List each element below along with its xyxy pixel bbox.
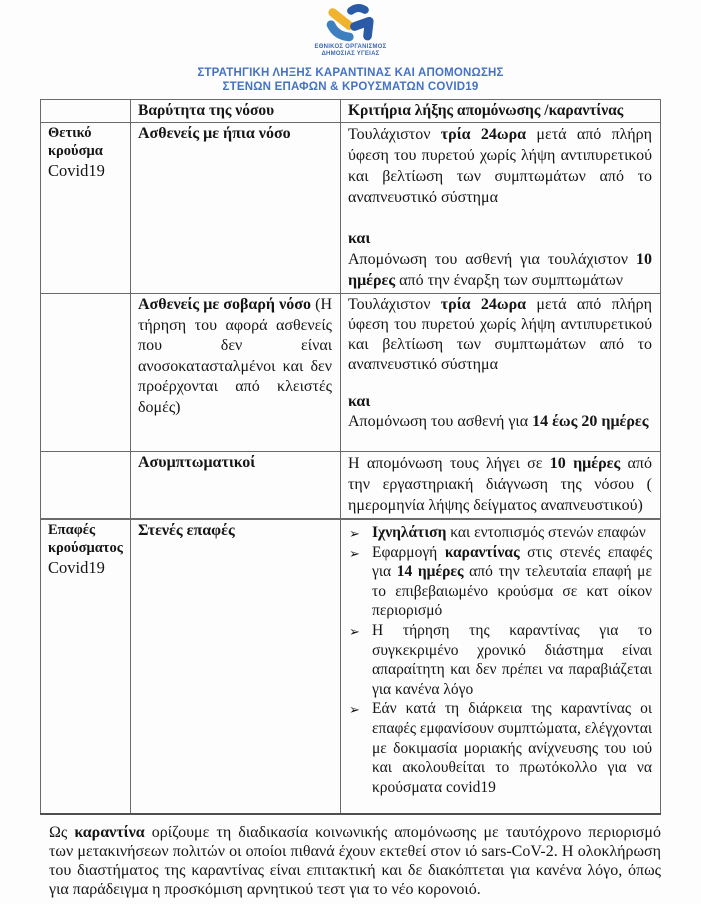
criteria-paragraph: Η απομόνωση τους λήγει σε 10 ημέρες από την εργαστηριακή διάγνωση της νόσου ( ημερομηνία λήψης δείγματος αναπνευστικού) [348,455,653,514]
criteria-connector: και [348,393,371,410]
doc-title-line1: ΣΤΡΑΤΗΓΙΚΗ ΛΗΞΗΣ ΚΑΡΑΝΤΙΝΑΣ ΚΑΙ ΑΠΟΜΟΝΩΣΗΣ [197,67,504,79]
org-name [0,44,701,58]
severity-cell [131,294,341,452]
category-cell-empty [41,294,131,452]
severity-text: Ασθενείς με σοβαρή νόσο (Η τήρηση του αφορά ασθενείς που δεν είναι ανοσοκατασταλμένοι και δεν προέρχονται από κλειστές δομές) [138,296,332,416]
table-row-asymptomatic [41,452,661,520]
criteria-paragraph: Τουλάχιστον τρία 24ωρα μετά από πλήρη ύφεση του πυρετού χωρίς λήψη αντιπυρετικού και βελτίωση των συμπτωμάτων από το αναπνευστικό σύστημα [348,126,652,206]
table-row-mild-disease [41,123,661,294]
bullet-text: Η τήρηση της καραντίνας για το συγκεκριμένο χρονικό διάστημα είναι απαραίτητη και δεν πρέπει να παραβιάζεται για κανένα λόγο [372,621,652,698]
bullet-arrow-icon: ➢ [349,702,360,718]
category-cell-positive-case [41,123,131,294]
severity-cell [131,452,341,520]
bullet-arrow-icon: ➢ [349,623,360,639]
criteria-bullet-list [348,523,652,797]
header-cell-empty [41,100,131,123]
category-label: Θετικό κρούσμα [48,125,103,159]
table-header-row [41,100,661,123]
category-cell-empty [41,452,131,520]
bullet-item [348,621,652,699]
category-sublabel: Covid19 [48,558,105,577]
bullet-arrow-icon: ➢ [349,545,360,561]
category-label: Επαφές κρούσματος [48,522,123,556]
criteria-paragraph: Απομόνωση του ασθενή για 14 έως 20 ημέρες [348,413,649,430]
logo-block [0,0,701,58]
org-name-line1: ΕΘΝΙΚΟΣ ΟΡΓΑΝΙΣΜΟΣ [314,44,387,50]
bullet-item [348,699,652,797]
header-cell-criteria: Κριτήρια λήξης απομόνωσης /καραντίνας [341,100,661,123]
category-cell-contacts [41,519,131,814]
doc-title [0,66,701,94]
bullet-text: Εφαρμογή καραντίνας στις στενές επαφές για 14 ημέρες από την τελευταία επαφή με το επιβεβαιωμένο κρούσμα σε κατ οίκον περιορισμό [372,543,652,620]
quarantine-definition-note: Ως καραντίνα ορίζουμε τη διαδικασία κοινωνικής απομόνωσης με ταυτόχρονο περιορισμό των μετακινήσεων πολιτών οι οποίοι πιθανά έχουν εκτεθεί στον ιό sars-CoV-2. Η ολοκλήρωση του διαστήματος της καραντίνας είναι επιτακτική και δε διακόπτεται για κανένα λόγο, όπως για παράδειγμα η προσκόμιση αρνητικού τεστ για το νέο κορονοιό. [49,824,661,898]
criteria-paragraph: Τουλάχιστον τρία 24ωρα μετά από πλήρη ύφεση του πυρετού χωρίς λήψη αντιπυρετικού και βελτίωση των συμπτωμάτων από το αναπνευστικό σύστημα [348,296,652,373]
bullet-item [348,523,652,543]
criteria-connector: και [348,230,371,247]
bullet-arrow-icon: ➢ [349,526,360,541]
criteria-paragraph: Απομόνωση του ασθενή για τουλάχιστον 10 ημέρες από την έναρξη των συμπτωμάτων [348,251,652,289]
severity-text: Στενές επαφές [138,522,235,539]
category-sublabel: Covid19 [48,161,105,180]
criteria-table [40,99,661,815]
severity-text: Ασθενείς με ήπια νόσο [138,125,291,142]
criteria-cell [341,123,661,294]
table-row-close-contacts [41,519,661,814]
table-row-severe-disease [41,294,661,452]
criteria-cell [341,452,661,520]
org-name-line2: ΔΗΜΟΣΙΑΣ ΥΓΕΙΑΣ [321,51,380,57]
bullet-item [348,543,652,621]
bullet-text: Εάν κατά τη διάρκεια της καραντίνας οι επαφές εμφανίσουν συμπτώματα, ελέγχονται με δοκιμασία μοριακής ανίχνευσης του ιού και ακολουθείται το πρωτόκολλο για να κρούσματα covid19 [372,700,652,796]
criteria-cell [341,519,661,814]
criteria-cell [341,294,661,452]
header-cell-severity: Βαρύτητα της νόσου [131,100,341,123]
severity-cell [131,123,341,294]
severity-cell [131,519,341,814]
severity-text: Ασυμπτωματικοί [138,454,256,471]
bullet-text: Ιχνηλάτιση και εντοπισμός στενών επαφών [372,524,646,541]
doc-title-line2: ΣΤΕΝΩΝ ΕΠΑΦΩΝ & ΚΡΟΥΣΜΑΤΩΝ COVID19 [222,81,479,93]
eody-logo-icon [317,3,385,43]
